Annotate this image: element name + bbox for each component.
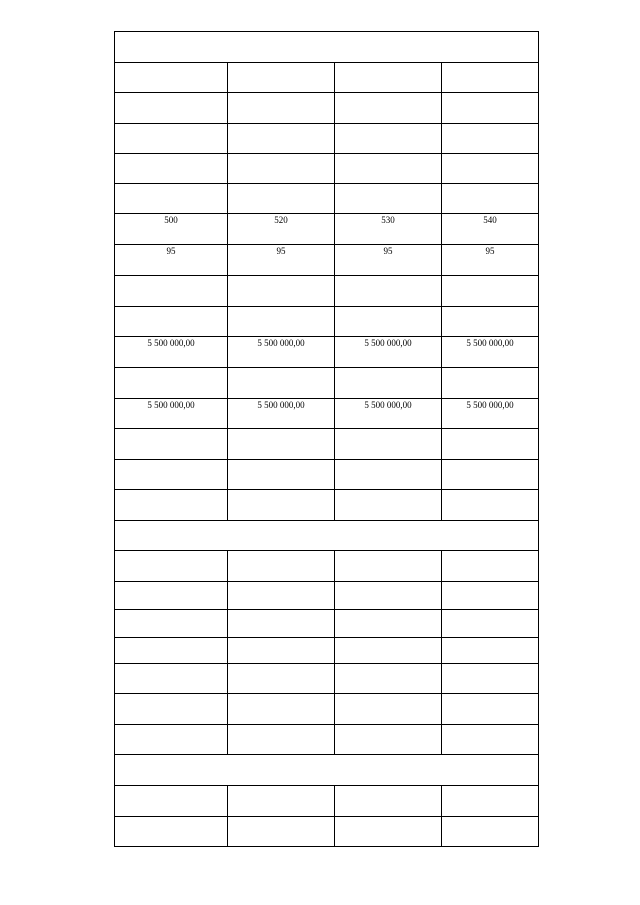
table-cell [442, 490, 539, 521]
cell-value: 5 500 000,00 [466, 338, 514, 348]
table-cell [335, 638, 442, 664]
table-cell [442, 399, 539, 429]
table-cell [442, 610, 539, 638]
table-cell [228, 337, 335, 368]
table-row [115, 490, 539, 521]
table-cell [115, 154, 228, 184]
table-cell [228, 214, 335, 245]
table-row [115, 610, 539, 638]
table-row [115, 63, 539, 93]
table-cell [335, 460, 442, 490]
table-row [115, 337, 539, 368]
table-cell [115, 214, 228, 245]
table-cell [115, 245, 228, 276]
table-row [115, 154, 539, 184]
table-cell [442, 429, 539, 460]
table-cell [442, 460, 539, 490]
table-cell [442, 184, 539, 214]
table-cell [442, 664, 539, 694]
table-cell [115, 63, 228, 93]
table-row [115, 817, 539, 847]
table-row [115, 664, 539, 694]
table-cell [228, 63, 335, 93]
table-row [115, 582, 539, 610]
table-cell [115, 399, 228, 429]
table-cell [335, 368, 442, 399]
table-cell [335, 582, 442, 610]
table-cell [442, 551, 539, 582]
table-row [115, 93, 539, 124]
table-row [115, 276, 539, 307]
table-row [115, 307, 539, 337]
table-row [115, 245, 539, 276]
table-cell [442, 276, 539, 307]
table-cell [335, 786, 442, 817]
table-cell [228, 460, 335, 490]
cell-value: 5 500 000,00 [257, 338, 305, 348]
cell-value: 530 [381, 215, 395, 225]
table-cell [115, 551, 228, 582]
table-cell [228, 307, 335, 337]
table-cell [335, 184, 442, 214]
table-cell [228, 638, 335, 664]
table-cell [228, 184, 335, 214]
table-row [115, 124, 539, 154]
cell-value: 95 [166, 246, 176, 256]
table-cell [115, 786, 228, 817]
table-cell [228, 582, 335, 610]
table-cell [442, 694, 539, 725]
table-cell [442, 124, 539, 154]
table-cell [442, 214, 539, 245]
table-row [115, 725, 539, 755]
table-cell [115, 610, 228, 638]
table-cell [115, 638, 228, 664]
cell-value: 5 500 000,00 [257, 400, 305, 410]
cell-value: 5 500 000,00 [364, 338, 412, 348]
table-row [115, 460, 539, 490]
table-cell [228, 276, 335, 307]
table-cell [335, 725, 442, 755]
table-cell [115, 490, 228, 521]
table-cell [442, 582, 539, 610]
table-cell [335, 214, 442, 245]
table-row [115, 399, 539, 429]
table-cell [115, 307, 228, 337]
table-cell [228, 551, 335, 582]
table-row [115, 551, 539, 582]
table-row [115, 638, 539, 664]
table-cell [442, 638, 539, 664]
table-cell [115, 429, 228, 460]
table-cell [228, 694, 335, 725]
table-cell [335, 429, 442, 460]
table-cell [335, 245, 442, 276]
cell-value: 5 500 000,00 [466, 400, 514, 410]
table-cell [442, 786, 539, 817]
table-cell [228, 490, 335, 521]
section-header-cell [115, 755, 539, 786]
table-row [115, 214, 539, 245]
table-cell [228, 817, 335, 847]
table-cell [335, 124, 442, 154]
table-cell [442, 93, 539, 124]
section-header-cell [115, 521, 539, 551]
table-cell [228, 786, 335, 817]
table-cell [115, 582, 228, 610]
table-cell [335, 276, 442, 307]
table-cell [442, 154, 539, 184]
cell-value: 500 [164, 215, 178, 225]
table-cell [335, 307, 442, 337]
table-cell [228, 725, 335, 755]
table-cell [228, 610, 335, 638]
table-cell [442, 307, 539, 337]
table-cell [228, 664, 335, 694]
table-cell [228, 245, 335, 276]
table-cell [115, 337, 228, 368]
cell-value: 5 500 000,00 [147, 338, 195, 348]
table-cell [228, 154, 335, 184]
table-cell [115, 817, 228, 847]
cell-value: 5 500 000,00 [147, 400, 195, 410]
table-cell [335, 664, 442, 694]
table-cell [115, 460, 228, 490]
table-row [115, 694, 539, 725]
table-cell [442, 63, 539, 93]
table-cell [335, 817, 442, 847]
table-cell [115, 694, 228, 725]
table-cell [115, 368, 228, 399]
table-cell [442, 725, 539, 755]
table-cell [335, 337, 442, 368]
cell-value: 540 [483, 215, 497, 225]
form-table [114, 31, 539, 847]
table-cell [335, 93, 442, 124]
table-cell [228, 93, 335, 124]
table-cell [228, 368, 335, 399]
cell-value: 95 [276, 246, 286, 256]
table-cell [442, 337, 539, 368]
table-row [115, 429, 539, 460]
section-header-row [115, 755, 539, 786]
table-cell [115, 93, 228, 124]
table-cell [335, 63, 442, 93]
table-cell [115, 184, 228, 214]
table-cell [335, 551, 442, 582]
section-header-row [115, 32, 539, 63]
cell-value: 520 [274, 215, 288, 225]
table-cell [442, 245, 539, 276]
table-cell [335, 694, 442, 725]
table-cell [335, 154, 442, 184]
table-cell [335, 490, 442, 521]
table-row [115, 368, 539, 399]
table-cell [115, 664, 228, 694]
table-cell [228, 124, 335, 154]
table-cell [335, 399, 442, 429]
cell-value: 95 [485, 246, 495, 256]
table-cell [228, 429, 335, 460]
table-row [115, 184, 539, 214]
table-cell [115, 124, 228, 154]
cell-value: 5 500 000,00 [364, 400, 412, 410]
table-cell [335, 610, 442, 638]
table-row [115, 786, 539, 817]
section-header-row [115, 521, 539, 551]
table-cell [442, 368, 539, 399]
section-header-cell [115, 32, 539, 63]
table-cell [228, 399, 335, 429]
cell-value: 95 [383, 246, 393, 256]
table-cell [115, 276, 228, 307]
table-cell [442, 817, 539, 847]
table-cell [115, 725, 228, 755]
